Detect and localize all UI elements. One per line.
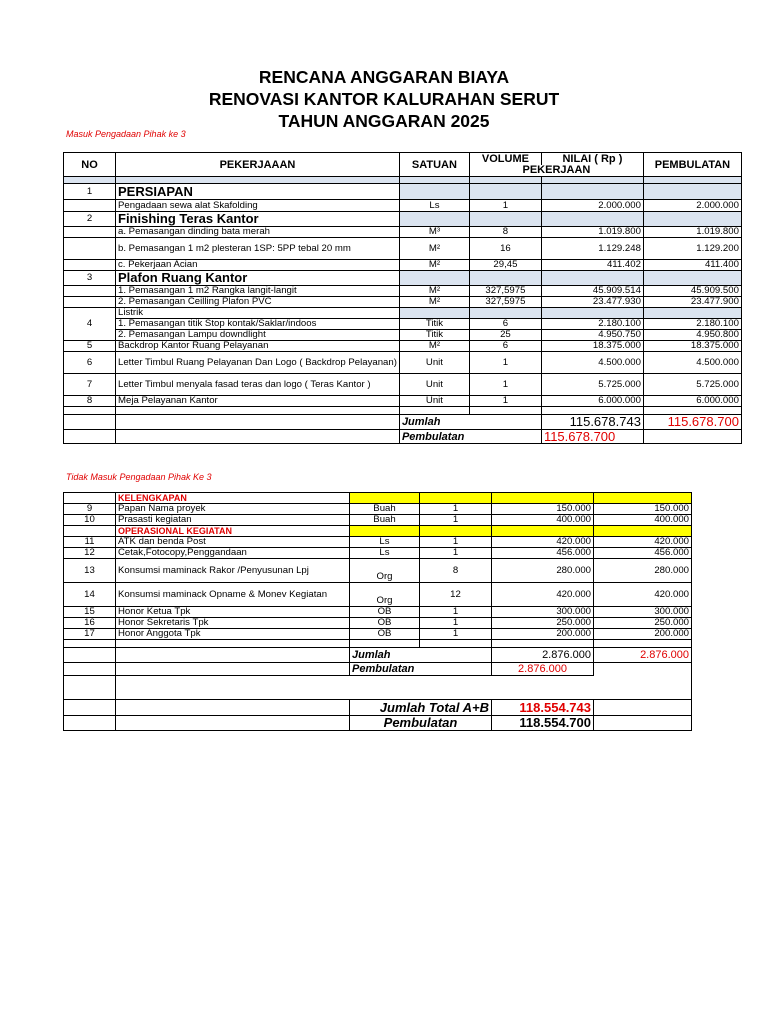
row-no: 9 — [64, 504, 116, 515]
item-pembulatan: 420.000 — [594, 583, 692, 607]
item-satuan: Unit — [399, 352, 469, 374]
item-desc: Letter Timbul Ruang Pelayanan Dan Logo ( Backdrop Pelayanan) — [116, 352, 400, 374]
item-nilai: 18.375.000 — [541, 341, 643, 352]
jumlah-label: Jumlah — [399, 415, 541, 430]
row-no: 3 — [64, 271, 116, 286]
item-satuan: M² — [399, 238, 469, 260]
budget-table-b — [63, 492, 692, 731]
jumlah-row — [64, 648, 692, 663]
table-row — [64, 200, 742, 212]
table-row — [64, 260, 742, 271]
item-volume: 6 — [469, 341, 541, 352]
item-satuan: M² — [399, 297, 469, 308]
item-volume: 1 — [420, 515, 492, 526]
row-no: 16 — [64, 618, 116, 629]
table-row — [64, 297, 742, 308]
item-volume: 29,45 — [469, 260, 541, 271]
item-desc: 2. Pemasangan Ceilling Plafon PVC — [116, 297, 400, 308]
pembulatan-row — [64, 430, 742, 444]
item-satuan: Unit — [399, 396, 469, 407]
item-desc: Letter Timbul menyala fasad teras dan logo ( Teras Kantor ) — [116, 374, 400, 396]
jumlah-pembulatan: 115.678.700 — [643, 415, 741, 430]
item-pembulatan: 18.375.000 — [643, 341, 741, 352]
item-pembulatan: 1.129.200 — [643, 238, 741, 260]
item-nilai: 2.000.000 — [541, 200, 643, 212]
item-pembulatan: 4.950.800 — [643, 330, 741, 341]
item-volume: 327,5975 — [469, 297, 541, 308]
total-pembulatan-row — [64, 716, 692, 731]
total-label: Jumlah Total A+B — [350, 700, 492, 716]
item-desc: a. Pemasangan dinding bata merah — [116, 227, 400, 238]
row-no: 6 — [64, 352, 116, 374]
item-desc: Prasasti kegiatan — [116, 515, 350, 526]
item-volume: 1 — [469, 396, 541, 407]
item-desc: Meja Pelayanan Kantor — [116, 396, 400, 407]
item-desc: Papan Nama proyek — [116, 504, 350, 515]
item-desc: 1. Pemasangan titik Stop kontak/Saklar/indoos — [116, 319, 400, 330]
jumlah-row — [64, 415, 742, 430]
table-row — [64, 330, 742, 341]
item-pembulatan: 411.400 — [643, 260, 741, 271]
table-row — [64, 548, 692, 559]
item-desc: Konsumsi maminack Opname & Monev Kegiatan — [116, 583, 350, 607]
item-satuan: M² — [399, 286, 469, 297]
item-pembulatan: 300.000 — [594, 607, 692, 618]
item-nilai: 150.000 — [492, 504, 594, 515]
budget-table-a — [63, 152, 742, 444]
pembulatan-label: Pembulatan — [399, 430, 541, 444]
item-nilai: 200.000 — [492, 629, 594, 640]
item-satuan: Ls — [350, 548, 420, 559]
item-nilai: 45.909.514 — [541, 286, 643, 297]
pembulatan-label: Pembulatan — [350, 663, 492, 676]
item-satuan: Buah — [350, 515, 420, 526]
item-nilai: 1.019.800 — [541, 227, 643, 238]
item-pembulatan: 2.180.100 — [643, 319, 741, 330]
item-desc: Honor Ketua Tpk — [116, 607, 350, 618]
row-no: 12 — [64, 548, 116, 559]
item-nilai: 23.477.930 — [541, 297, 643, 308]
item-satuan: Org — [350, 559, 420, 583]
row-no: 17 — [64, 629, 116, 640]
item-desc: c. Pekerjaan Acian — [116, 260, 400, 271]
item-satuan: Ls — [399, 200, 469, 212]
row-no: 5 — [64, 341, 116, 352]
item-volume: 1 — [420, 504, 492, 515]
item-pembulatan: 456.000 — [594, 548, 692, 559]
item-volume: 1 — [420, 607, 492, 618]
table-row — [64, 319, 742, 330]
item-pembulatan: 45.909.500 — [643, 286, 741, 297]
table-row — [64, 537, 692, 548]
item-nilai: 420.000 — [492, 537, 594, 548]
item-desc: Cetak,Fotocopy,Penggandaan — [116, 548, 350, 559]
item-desc: Konsumsi maminack Rakor /Penyusunan Lpj — [116, 559, 350, 583]
section-title: PERSIAPAN — [116, 184, 400, 200]
section-title: OPERASIONAL KEGIATAN — [116, 526, 350, 537]
item-pembulatan: 6.000.000 — [643, 396, 741, 407]
item-satuan: Ls — [350, 537, 420, 548]
item-pembulatan: 23.477.900 — [643, 297, 741, 308]
item-volume: 1 — [420, 629, 492, 640]
total-row — [64, 700, 692, 716]
item-satuan: Titik — [399, 319, 469, 330]
item-desc: Pengadaan sewa alat Skafolding — [116, 200, 400, 212]
header-pekerjaan: PEKERJAAAN — [116, 153, 400, 177]
row-no: 4 — [64, 308, 116, 341]
table-row — [64, 618, 692, 629]
item-satuan: OB — [350, 629, 420, 640]
row-no: 15 — [64, 607, 116, 618]
table-row — [64, 396, 742, 407]
header-satuan: SATUAN — [399, 153, 469, 177]
item-desc: Honor Sekretaris Tpk — [116, 618, 350, 629]
item-volume: 6 — [469, 319, 541, 330]
item-volume: 1 — [469, 374, 541, 396]
table-row — [64, 341, 742, 352]
item-volume: 1 — [469, 200, 541, 212]
item-nilai: 4.500.000 — [541, 352, 643, 374]
note-section-a: Masuk Pengadaan Pihak ke 3 — [66, 129, 186, 139]
item-nilai: 420.000 — [492, 583, 594, 607]
item-volume: 1 — [420, 548, 492, 559]
item-pembulatan: 150.000 — [594, 504, 692, 515]
item-nilai: 300.000 — [492, 607, 594, 618]
doc-title-line1: RENCANA ANGGARAN BIAYA — [258, 67, 510, 87]
item-desc: 2. Pemasangan Lampu downdlight — [116, 330, 400, 341]
table-row — [64, 271, 742, 286]
total-nilai: 118.554.743 — [492, 700, 594, 716]
item-satuan: M³ — [399, 227, 469, 238]
item-desc: Backdrop Kantor Ruang Pelayanan — [116, 341, 400, 352]
item-nilai: 5.725.000 — [541, 374, 643, 396]
section-title: Plafon Ruang Kantor — [116, 271, 400, 286]
item-desc: 1. Pemasangan 1 m2 Rangka langit-langit — [116, 286, 400, 297]
item-nilai: 6.000.000 — [541, 396, 643, 407]
table-row — [64, 212, 742, 227]
item-satuan: M² — [399, 341, 469, 352]
item-satuan: Org — [350, 583, 420, 607]
item-volume: 1 — [420, 537, 492, 548]
row-no: 10 — [64, 515, 116, 526]
header-pembulatan: PEMBULATAN — [643, 153, 741, 177]
total-pembulatan-label: Pembulatan — [350, 716, 492, 731]
item-pembulatan: 2.000.000 — [643, 200, 741, 212]
table-row — [64, 559, 692, 583]
table-row — [64, 374, 742, 396]
item-pembulatan: 400.000 — [594, 515, 692, 526]
table-row — [64, 526, 692, 537]
item-nilai: 400.000 — [492, 515, 594, 526]
item-nilai: 4.950.750 — [541, 330, 643, 341]
section-title: KELENGKAPAN — [116, 493, 350, 504]
item-pembulatan: 4.500.000 — [643, 352, 741, 374]
item-pembulatan: 1.019.800 — [643, 227, 741, 238]
row-no: 2 — [64, 212, 116, 227]
item-volume: 12 — [420, 583, 492, 607]
item-pembulatan: 5.725.000 — [643, 374, 741, 396]
table-row — [64, 607, 692, 618]
jumlah-pembulatan: 2.876.000 — [594, 648, 692, 663]
table-row — [64, 184, 742, 200]
item-volume: 16 — [469, 238, 541, 260]
item-volume: 1 — [420, 618, 492, 629]
item-nilai: 250.000 — [492, 618, 594, 629]
item-satuan: Titik — [399, 330, 469, 341]
jumlah-nilai: 115.678.743 — [541, 415, 643, 430]
table-row — [64, 238, 742, 260]
pembulatan-nilai: 115.678.700 — [541, 430, 643, 444]
item-pembulatan: 200.000 — [594, 629, 692, 640]
doc-title-line2: RENOVASI KANTOR KALURAHAN SERUT — [208, 89, 560, 109]
row-no: 14 — [64, 583, 116, 607]
pembulatan-nilai: 2.876.000 — [492, 663, 594, 676]
item-desc: b. Pemasangan 1 m2 plesteran 1SP: 5PP tebal 20 mm — [116, 238, 400, 260]
item-satuan: OB — [350, 618, 420, 629]
header-pekerjaan-sub: PEKERJAAN — [469, 165, 643, 177]
header-volume: VOLUME — [469, 153, 541, 165]
row-no: 13 — [64, 559, 116, 583]
item-nilai: 2.180.100 — [541, 319, 643, 330]
item-volume: 327,5975 — [469, 286, 541, 297]
section-title: Finishing Teras Kantor — [116, 212, 400, 227]
table-row — [64, 308, 742, 319]
table-row — [64, 227, 742, 238]
table-row — [64, 504, 692, 515]
item-volume: 8 — [469, 227, 541, 238]
jumlah-label: Jumlah — [350, 648, 492, 663]
item-nilai: 1.129.248 — [541, 238, 643, 260]
total-pembulatan-nilai: 118.554.700 — [492, 716, 594, 731]
header-no: NO — [64, 153, 116, 177]
row-no: 11 — [64, 537, 116, 548]
doc-title-line3: TAHUN ANGGARAN 2025 — [278, 111, 490, 131]
table-row — [64, 493, 692, 504]
item-volume: 8 — [420, 559, 492, 583]
row-no: 1 — [64, 184, 116, 200]
pembulatan-row — [64, 663, 692, 676]
table-row — [64, 629, 692, 640]
table-row — [64, 286, 742, 297]
item-pembulatan: 420.000 — [594, 537, 692, 548]
item-volume: 25 — [469, 330, 541, 341]
item-desc: Honor Anggota Tpk — [116, 629, 350, 640]
item-pembulatan: 250.000 — [594, 618, 692, 629]
item-nilai: 456.000 — [492, 548, 594, 559]
item-satuan: OB — [350, 607, 420, 618]
item-satuan: Buah — [350, 504, 420, 515]
table-row — [64, 515, 692, 526]
section-title: Listrik — [116, 308, 400, 319]
item-volume: 1 — [469, 352, 541, 374]
item-satuan: M² — [399, 260, 469, 271]
row-no: 7 — [64, 374, 116, 396]
note-section-b: Tidak Masuk Pengadaan Pihak Ke 3 — [66, 472, 212, 482]
item-satuan: Unit — [399, 374, 469, 396]
item-nilai: 411.402 — [541, 260, 643, 271]
table-row — [64, 583, 692, 607]
item-desc: ATK dan benda Post — [116, 537, 350, 548]
row-no: 8 — [64, 396, 116, 407]
header-nilai: NILAI ( Rp ) — [541, 153, 643, 165]
table-row — [64, 352, 742, 374]
item-pembulatan: 280.000 — [594, 559, 692, 583]
jumlah-nilai: 2.876.000 — [492, 648, 594, 663]
item-nilai: 280.000 — [492, 559, 594, 583]
